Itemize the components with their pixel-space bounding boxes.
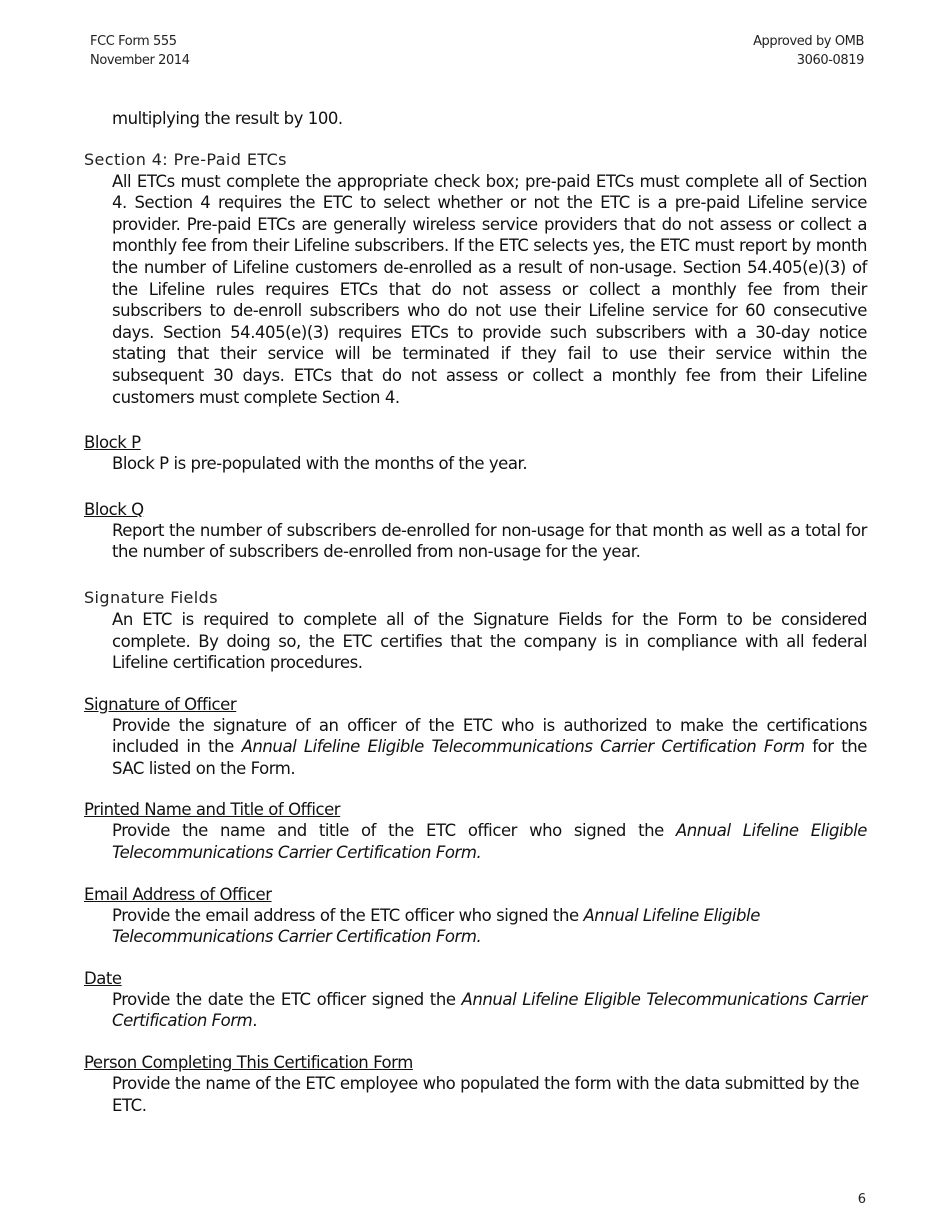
signature-of-officer-text: Provide the signature of an officer of the ETC who is authorized to make the certifications included in the Annual Lifeline Eligible Telecommunications Carrier Certification Form for the SAC listed on the Form. — [112, 715, 868, 778]
email-address — [84, 884, 867, 948]
continuation-text: multiplying the result by 100. — [112, 109, 343, 128]
date-field — [84, 968, 867, 1032]
form-date: November 2014 — [90, 53, 190, 68]
signature-fields — [84, 587, 867, 674]
omb-approval: Approved by OMB — [753, 34, 864, 49]
block-q — [84, 499, 867, 563]
signature-of-officer — [84, 694, 867, 780]
block-p-text: Block P is pre-populated with the months of the year. — [112, 454, 528, 474]
header-right — [753, 32, 864, 70]
printed-name-title — [84, 799, 867, 863]
form-name: FCC Form 555 — [90, 34, 177, 49]
section-4-text: All ETCs must complete the appropriate check box; pre-paid ETCs must complete all of Section 4. Section 4 requires the ETC to select whether or not the ETC is a pre-paid Lifeline service provider. Pre-paid ETCs are generally wireless service providers that do not assess or collect a monthly fee from their Lifeline subscribers. If the ETC selects yes, the ETC must report by month the number of Lifeline customers de-enrolled as a result of non-usage. Section 54.405(e)(3) of the Lifeline rules requires ETCs that do not assess or collect a monthly fee from their subscribers to de-enroll subscribers who do not use their Lifeline service for 60 consecutive days. Section 54.405(e)(3) requires ETCs to provide such subscribers with a 30-day notice stating that their service will be terminated if they fail to use their service within the subsequent 30 days. ETCs that do not assess or collect a monthly fee from their Lifeline customers must complete Section 4. — [112, 171, 867, 407]
section-4-heading: Section 4: Pre-Paid ETCs — [84, 149, 287, 169]
email-text: Provide the email address of the ETC officer who signed the Annual Lifeline Eligible Telecommunications Carrier Certification Form. — [112, 905, 760, 947]
person-completing-text: Provide the name of the ETC employee who populated the form with the data submitted by the ETC. — [112, 1074, 860, 1115]
page-number: 6 — [857, 1192, 866, 1207]
date-heading: Date — [84, 968, 122, 988]
signature-fields-text: An ETC is required to complete all of the Signature Fields for the Form to be considered complete. By doing so, the ETC certifies that the company is in compliance with all federal Lifeline certification procedures. — [112, 609, 867, 673]
printed-name-heading: Printed Name and Title of Officer — [84, 800, 341, 820]
person-completing-heading: Person Completing This Certification Form — [84, 1053, 413, 1073]
document-body — [84, 108, 867, 1136]
printed-name-text: Provide the name and title of the ETC officer who signed the Annual Lifeline Eligible Telecommunications Carrier Certification Form. — [112, 821, 867, 863]
person-completing — [84, 1052, 867, 1116]
signature-of-officer-heading: Signature of Officer — [84, 694, 237, 714]
block-q-heading: Block Q — [84, 499, 144, 519]
email-heading: Email Address of Officer — [84, 884, 272, 904]
block-p — [84, 432, 867, 475]
block-q-text: Report the number of subscribers de-enrolled for non-usage for that month as well as a total for the number of subscribers de-enrolled from non-usage for the year. — [112, 520, 867, 562]
signature-fields-heading: Signature Fields — [84, 587, 218, 607]
omb-number: 3060-0819 — [796, 53, 864, 68]
header-left — [90, 32, 190, 70]
date-text: Provide the date the ETC officer signed the Annual Lifeline Eligible Telecommunications Carrier Certification Form. — [112, 989, 867, 1031]
section-4 — [84, 149, 867, 409]
block-p-heading: Block P — [84, 433, 141, 453]
